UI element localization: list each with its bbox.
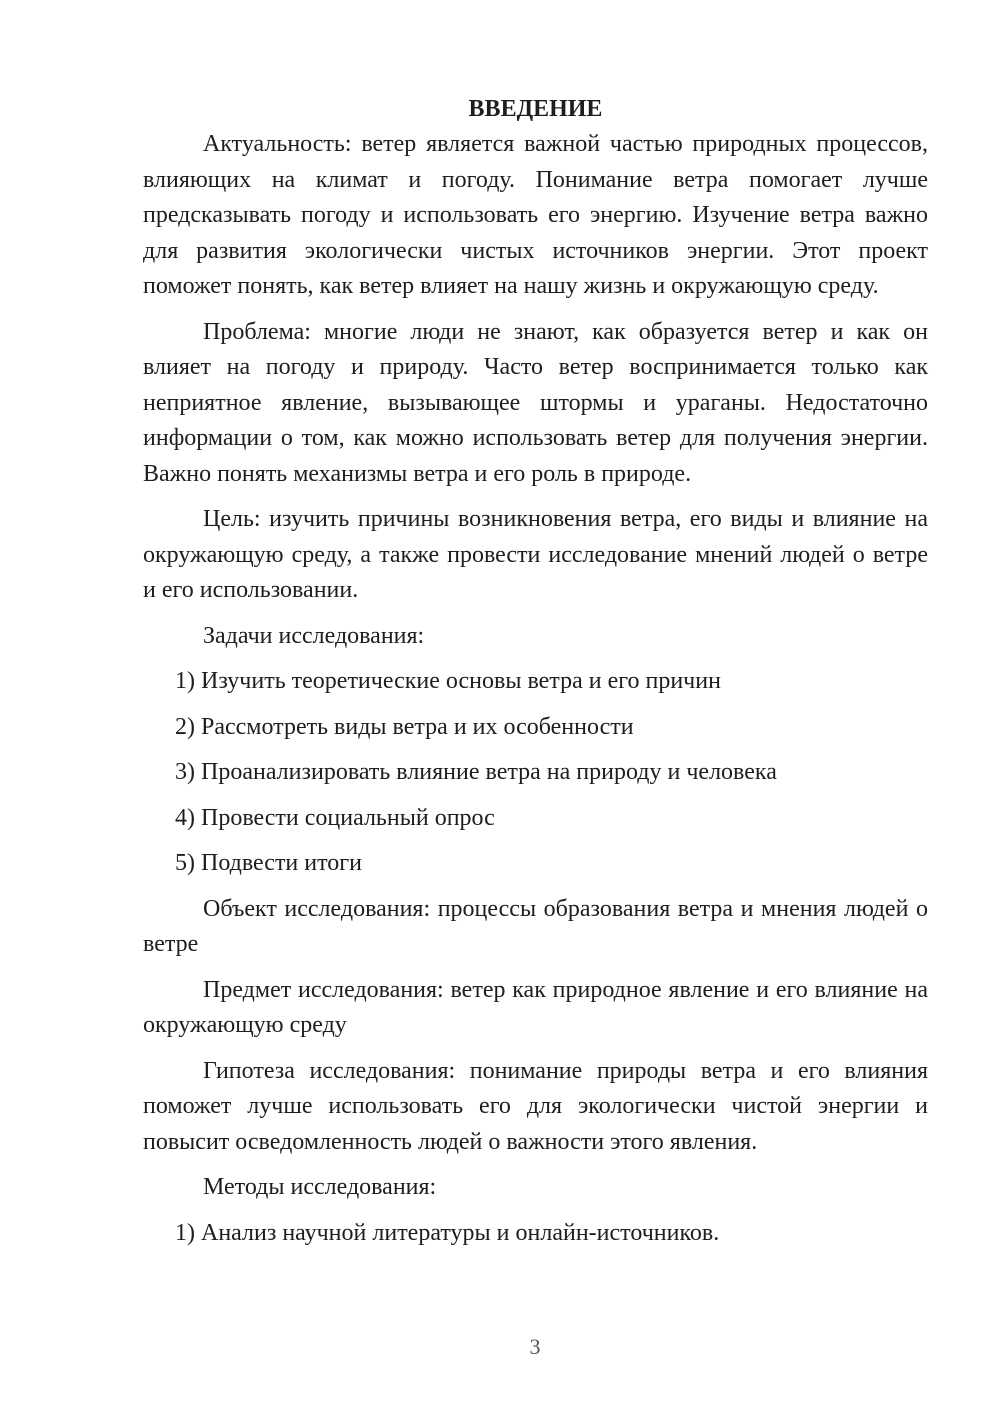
object-paragraph: Объект исследования: процессы образования ветра и мнения людей о ветре — [143, 895, 928, 957]
method-item-1: 1) Анализ научной литературы и онлайн-источников. — [175, 1219, 720, 1246]
task-item-3: 3) Проанализировать влияние ветра на природу и человека — [175, 759, 777, 785]
task-item-2: 2) Рассмотреть виды ветра и их особенности — [175, 713, 634, 740]
task-item-1: 1) Изучить теоретические основы ветра и его причин — [175, 668, 721, 694]
tasks-label: Задачи исследования: — [203, 622, 425, 649]
goal-paragraph: Цель: изучить причины возникновения ветра, его виды и влияние на окружающую среду, а также провести исследование мнений людей о ветре и его использовании. — [143, 506, 928, 603]
page-number: 3 — [529, 1334, 541, 1359]
task-item-5: 5) Подвести итоги — [175, 850, 362, 876]
methods-label: Методы исследования: — [203, 1174, 437, 1200]
page-content — [143, 92, 928, 1251]
problem-paragraph: Проблема: многие люди не знают, как образуется ветер и как он влияет на погоду и природу. Часто ветер воспринимается только как неприятное явление, вызывающее штормы и ураганы. Недостаточно информации о том, как можно использовать ветер для получения энергии. Важно понять механизмы ветра и его роль в природе. — [143, 318, 928, 487]
task-item-4: 4) Провести социальный опрос — [175, 804, 495, 831]
hypothesis-paragraph: Гипотеза исследования: понимание природы ветра и его влияния поможет лучше использовать его для экологически чистой энергии и повысит осведомленность людей о важности этого явления. — [143, 1057, 928, 1155]
relevance-paragraph: Актуальность: ветер является важной частью природных процессов, влияющих на климат и погоду. Понимание ветра помогает лучше предсказывать погоду и использовать его энергию. Изучение ветра важно для развития экологически чистых источников энергии. Этот проект поможет понять, как ветер влияет на нашу жизнь и окружающую среду. — [143, 131, 928, 299]
subject-paragraph: Предмет исследования: ветер как природное явление и его влияние на окружающую среду — [143, 976, 928, 1038]
section-title: ВВЕДЕНИЕ — [468, 96, 603, 122]
